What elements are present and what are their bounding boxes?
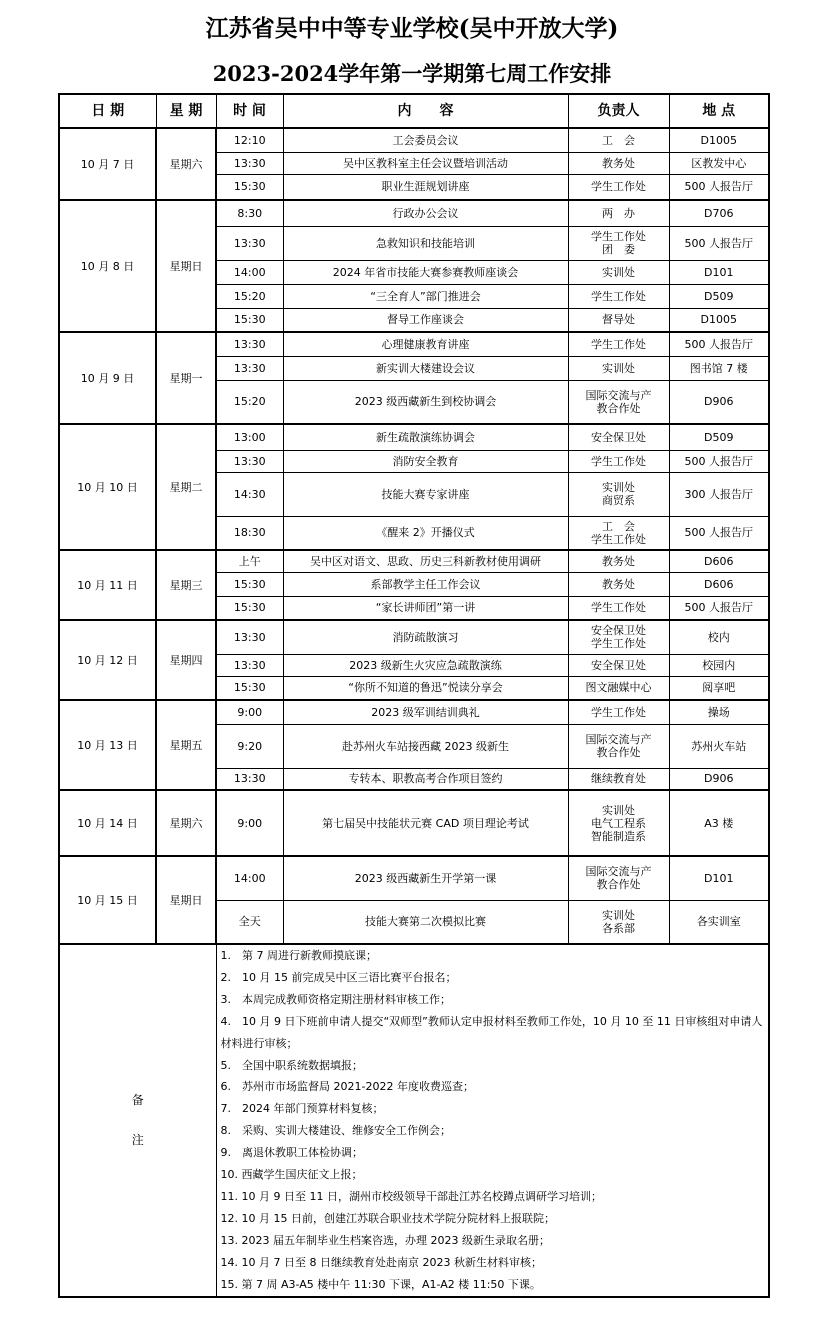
event-place: 各实训室	[669, 900, 769, 944]
event-content: 心理健康教育讲座	[283, 332, 568, 356]
event-content: 吴中区对语文、思政、历史三科新教材使用调研	[283, 550, 568, 572]
event-owner: 实训处 电气工程系 智能制造系	[568, 790, 669, 856]
event-content: 新实训大楼建设会议	[283, 356, 568, 380]
event-time: 13:30	[216, 152, 283, 174]
note-item: 7. 2024 年部门预算材料复核；	[220, 1102, 384, 1116]
event-owner: 教务处	[568, 550, 669, 572]
event-place: 500 人报告厅	[669, 516, 769, 550]
day-date: 10 月 12 日	[59, 620, 156, 700]
event-place: 校园内	[669, 654, 769, 676]
note-item: 2. 10 月 15 前完成吴中区三语比赛平台报名；	[220, 970, 457, 984]
event-place: A3 楼	[669, 790, 769, 856]
event-owner: 学生工作处	[568, 596, 669, 620]
event-place: D606	[669, 572, 769, 596]
day-weekday: 星期日	[156, 856, 216, 944]
event-content: 2023 级西藏新生开学第一课	[283, 856, 568, 900]
event-place: D706	[669, 200, 769, 226]
note-item: 12. 10 月 15 日前，创建江苏联合职业技术学院分院材料上报联院；	[220, 1211, 555, 1225]
event-owner: 实训处	[568, 260, 669, 284]
event-owner: 继续教育处	[568, 768, 669, 790]
event-owner: 安全保卫处	[568, 424, 669, 450]
event-content: 2024 年省市技能大赛参赛教师座谈会	[283, 260, 568, 284]
event-time: 9:00	[216, 700, 283, 724]
day-date: 10 月 8 日	[59, 200, 156, 332]
event-owner: 实训处 各系部	[568, 900, 669, 944]
header-place: 地 点	[669, 94, 769, 128]
event-place: D606	[669, 550, 769, 572]
table-row	[59, 424, 769, 450]
event-content: 急救知识和技能培训	[283, 226, 568, 260]
notes-label-char-1: 备	[131, 1093, 144, 1108]
day-date: 10 月 7 日	[59, 128, 156, 200]
event-content: 技能大赛第二次模拟比赛	[283, 900, 568, 944]
note-item: 13. 2023 届五年制毕业生档案咨选，办理 2023 级新生录取名册；	[220, 1233, 550, 1247]
event-owner: 实训处 商贸系	[568, 472, 669, 516]
event-time: 13:30	[216, 226, 283, 260]
event-owner: 国际交流与产 教合作处	[568, 856, 669, 900]
event-time: 13:30	[216, 450, 283, 472]
event-content: 2023 级西藏新生到校协调会	[283, 380, 568, 424]
event-time: 全天	[216, 900, 283, 944]
event-owner: 教务处	[568, 152, 669, 174]
event-time: 15:30	[216, 308, 283, 332]
event-time: 15:30	[216, 572, 283, 596]
event-owner: 两 办	[568, 200, 669, 226]
event-owner: 安全保卫处 学生工作处	[568, 620, 669, 654]
day-weekday: 星期五	[156, 700, 216, 790]
event-time: 9:20	[216, 724, 283, 768]
event-place: D1005	[669, 128, 769, 152]
event-content: 专转本、职教高考合作项目签约	[283, 768, 568, 790]
notes-label-char-2: 注	[131, 1133, 144, 1148]
event-place: 500 人报告厅	[669, 174, 769, 200]
event-owner: 学生工作处	[568, 284, 669, 308]
event-place: 操场	[669, 700, 769, 724]
event-owner: 学生工作处 团 委	[568, 226, 669, 260]
notes-label	[59, 944, 216, 1297]
event-place: 500 人报告厅	[669, 226, 769, 260]
event-place: 500 人报告厅	[669, 450, 769, 472]
note-item: 9. 离退休教职工体检协调；	[220, 1146, 363, 1160]
table-row	[59, 128, 769, 152]
event-time: 13:30	[216, 356, 283, 380]
event-place: D101	[669, 856, 769, 900]
event-owner: 国际交流与产 教合作处	[568, 380, 669, 424]
event-content: 督导工作座谈会	[283, 308, 568, 332]
notes-row	[59, 944, 769, 1297]
event-time: 8:30	[216, 200, 283, 226]
event-place: 图书馆 7 楼	[669, 356, 769, 380]
day-weekday: 星期二	[156, 424, 216, 550]
event-content: 消防疏散演习	[283, 620, 568, 654]
event-content: 2023 级新生火灾应急疏散演练	[283, 654, 568, 676]
event-place: D906	[669, 768, 769, 790]
event-time: 14:30	[216, 472, 283, 516]
event-owner: 工 会 学生工作处	[568, 516, 669, 550]
event-time: 18:30	[216, 516, 283, 550]
event-time: 13:30	[216, 654, 283, 676]
event-content: “家长讲师团”第一讲	[283, 596, 568, 620]
note-item: 4. 10 月 9 日下班前申请人提交“双师型”教师认定申报材料至教师工作处，10 月 10 至 11 日审核组对申请人材料进行审核；	[220, 1014, 763, 1050]
day-weekday: 星期六	[156, 790, 216, 856]
table-row	[59, 700, 769, 724]
document-title: 江苏省吴中中等专业学校(吴中开放大学)	[205, 15, 619, 42]
day-date: 10 月 11 日	[59, 550, 156, 620]
event-place: 500 人报告厅	[669, 596, 769, 620]
table-row	[59, 332, 769, 356]
note-item: 6. 苏州市市场监督局 2021-2022 年度收费巡查；	[220, 1080, 474, 1094]
event-content: “你所不知道的鲁迅”悦读分享会	[283, 676, 568, 700]
event-content: 工会委员会议	[283, 128, 568, 152]
event-place: 苏州火车站	[669, 724, 769, 768]
event-time: 13:30	[216, 332, 283, 356]
event-time: 13:30	[216, 620, 283, 654]
event-owner: 安全保卫处	[568, 654, 669, 676]
note-item: 11. 10 月 9 日至 11 日，湖州市校级领导干部赴江苏名校蹲点调研学习培训；	[220, 1189, 602, 1203]
event-content: 第七届吴中技能状元赛 CAD 项目理论考试	[283, 790, 568, 856]
day-date: 10 月 10 日	[59, 424, 156, 550]
event-owner: 教务处	[568, 572, 669, 596]
event-time: 15:20	[216, 284, 283, 308]
header-content: 内 容	[283, 94, 568, 128]
header-owner: 负责人	[568, 94, 669, 128]
event-content: 消防安全教育	[283, 450, 568, 472]
day-weekday: 星期日	[156, 200, 216, 332]
table-row	[59, 790, 769, 856]
event-content: 技能大赛专家讲座	[283, 472, 568, 516]
notes-list	[216, 944, 769, 1297]
table-row	[59, 200, 769, 226]
event-time: 上午	[216, 550, 283, 572]
day-date: 10 月 13 日	[59, 700, 156, 790]
event-owner: 国际交流与产 教合作处	[568, 724, 669, 768]
event-owner: 学生工作处	[568, 174, 669, 200]
note-item: 3. 本周完成教师资格定期注册材料审核工作；	[220, 992, 451, 1006]
event-owner: 学生工作处	[568, 332, 669, 356]
event-place: 300 人报告厅	[669, 472, 769, 516]
table-row	[59, 550, 769, 572]
event-time: 14:00	[216, 260, 283, 284]
event-time: 14:00	[216, 856, 283, 900]
event-time: 15:30	[216, 174, 283, 200]
event-content: 系部教学主任工作会议	[283, 572, 568, 596]
event-time: 15:20	[216, 380, 283, 424]
day-weekday: 星期六	[156, 128, 216, 200]
document-subtitle: 2023-2024学年第一学期第七周工作安排	[212, 61, 612, 86]
header-row	[59, 94, 769, 128]
event-owner: 工 会	[568, 128, 669, 152]
table-row	[59, 620, 769, 654]
event-content: “三全育人”部门推进会	[283, 284, 568, 308]
day-date: 10 月 14 日	[59, 790, 156, 856]
event-place: D509	[669, 284, 769, 308]
header-weekday: 星 期	[156, 94, 216, 128]
event-content: 新生疏散演练协调会	[283, 424, 568, 450]
schedule-body	[59, 128, 769, 1297]
event-time: 15:30	[216, 596, 283, 620]
event-owner: 督导处	[568, 308, 669, 332]
event-content: 2023 级军训结训典礼	[283, 700, 568, 724]
note-item: 8. 采购、实训大楼建设、维修安全工作例会；	[220, 1124, 451, 1138]
event-place: 区教发中心	[669, 152, 769, 174]
note-item: 1. 第 7 周进行新教师摸底课；	[220, 949, 377, 962]
event-place: 校内	[669, 620, 769, 654]
event-content: 《醒来 2》开播仪式	[283, 516, 568, 550]
event-content: 职业生涯规划讲座	[283, 174, 568, 200]
note-item: 10. 西藏学生国庆征文上报；	[220, 1168, 363, 1182]
event-time: 13:30	[216, 768, 283, 790]
day-weekday: 星期一	[156, 332, 216, 424]
event-time: 15:30	[216, 676, 283, 700]
event-owner: 学生工作处	[568, 700, 669, 724]
event-place: 阅享吧	[669, 676, 769, 700]
event-content: 赴苏州火车站接西藏 2023 级新生	[283, 724, 568, 768]
day-weekday: 星期三	[156, 550, 216, 620]
schedule-table	[58, 93, 770, 1298]
event-owner: 学生工作处	[568, 450, 669, 472]
event-place: D906	[669, 380, 769, 424]
event-time: 12:10	[216, 128, 283, 152]
header-date: 日 期	[59, 94, 156, 128]
event-place: D1005	[669, 308, 769, 332]
day-date: 10 月 15 日	[59, 856, 156, 944]
note-item: 15. 第 7 周 A3-A5 楼中午 11:30 下课，A1-A2 楼 11:50 下课。	[220, 1277, 541, 1291]
event-owner: 实训处	[568, 356, 669, 380]
event-owner: 图文融媒中心	[568, 676, 669, 700]
header-time: 时 间	[216, 94, 283, 128]
day-date: 10 月 9 日	[59, 332, 156, 424]
event-time: 13:00	[216, 424, 283, 450]
event-content: 吴中区教科室主任会议暨培训活动	[283, 152, 568, 174]
table-row	[59, 856, 769, 900]
note-item: 5. 全国中职系统数据填报；	[220, 1058, 363, 1072]
event-place: D509	[669, 424, 769, 450]
day-weekday: 星期四	[156, 620, 216, 700]
event-time: 9:00	[216, 790, 283, 856]
event-place: D101	[669, 260, 769, 284]
note-item: 14. 10 月 7 日至 8 日继续教育处赴南京 2023 秋新生材料审核；	[220, 1255, 542, 1269]
event-content: 行政办公会议	[283, 200, 568, 226]
event-place: 500 人报告厅	[669, 332, 769, 356]
